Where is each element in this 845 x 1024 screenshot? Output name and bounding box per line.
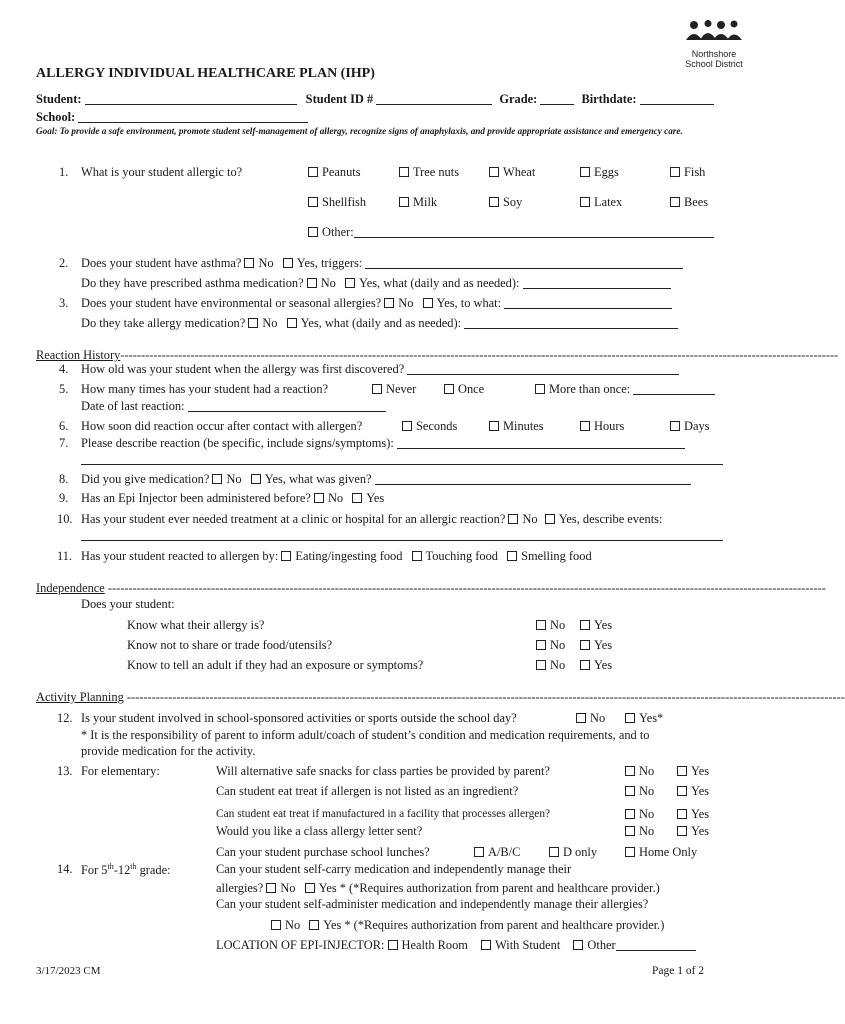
q13-number: 13. [57, 764, 73, 778]
q13-item-0-yes[interactable] [677, 764, 709, 779]
goal-text: Goal: To provide a safe environment, promote student self-management of allergy, recognize signs of anaphylaxis, and provide appropriate assistance and emergency care. [36, 126, 683, 136]
q11-opt-label: Touching food [425, 549, 498, 563]
q14-carry-line-2: allergies? [216, 881, 264, 895]
q14-carry-yes-checkbox[interactable] [305, 881, 660, 895]
q5-once-checkbox[interactable] [444, 382, 484, 397]
checkbox-other[interactable] [308, 225, 714, 240]
q6-opt-label: Minutes [503, 419, 544, 433]
q14-label-pre: For 5 [81, 863, 108, 878]
q14-sup-1: th [107, 862, 114, 871]
q2-sub-no-checkbox[interactable] [307, 276, 336, 290]
yes-label: Yes [594, 638, 613, 652]
student-row [36, 92, 714, 107]
lunch-opt-label: Home Only [639, 845, 698, 859]
q14-sup-2: th [130, 862, 137, 871]
student-id-field[interactable] [376, 93, 492, 105]
checkbox-milk[interactable] [399, 195, 437, 210]
checkbox-soy[interactable] [489, 195, 522, 210]
q1-opt-label: Bees [684, 195, 709, 209]
q5-more-field[interactable] [633, 383, 715, 395]
q8-no-checkbox[interactable] [212, 472, 241, 486]
q9-number: 9. [59, 491, 69, 505]
q1-other-label: Other: [322, 225, 354, 239]
q1-text: What is your student allergic to? [81, 165, 243, 179]
q8-no-label: No [226, 472, 242, 486]
q2-sub-no-label: No [320, 276, 336, 290]
q11-row [81, 549, 592, 564]
q11-text: Has your student reacted to allergen by: [81, 549, 279, 563]
q14-admin-no-label: No [285, 918, 301, 932]
q13-lunch-text: Can your student purchase school lunches? [216, 845, 430, 859]
form-title: ALLERGY INDIVIDUAL HEALTHCARE PLAN (IHP) [36, 66, 375, 81]
dash-rule: ------------------------------------------------------------------------------------------------------------------------------------------------------------------------------ [120, 348, 839, 362]
dash-rule: ------------------------------------------------------------------------------------------------------------------------------------------------------------------------------ [107, 581, 826, 595]
q3-sub-no-checkbox[interactable] [248, 316, 277, 330]
q2-yes-checkbox[interactable] [283, 256, 363, 270]
footer-date: 3/17/2023 CM [36, 965, 101, 977]
q1-opt-label: Shellfish [322, 195, 367, 209]
q14-carry-text: Can your student self-carry medication and independently manage their [216, 862, 572, 876]
q9-row [81, 491, 384, 506]
q13-item-2-yes[interactable] [677, 807, 709, 822]
no-label: No [639, 784, 655, 798]
q3-no-checkbox[interactable] [384, 296, 413, 310]
q2-yes-label: Yes, triggers: [296, 256, 363, 270]
q6-hours-checkbox[interactable] [580, 419, 624, 434]
q1-opt-label: Fish [684, 165, 706, 179]
q3-yes-label: Yes, to what: [436, 296, 502, 310]
q1-opt-label: Tree nuts [413, 165, 460, 179]
q10-no-label: No [522, 512, 538, 526]
logo-line-1: Northshore [691, 49, 737, 59]
q14-admin-text: Can your student self-administer medication and independently manage their allergies? [216, 897, 649, 911]
school-label: School: [36, 110, 76, 124]
district-logo-icon [684, 20, 744, 44]
q11-smelling-checkbox[interactable] [507, 549, 592, 563]
independence-item-1-yes[interactable] [580, 638, 612, 653]
q11-eating-checkbox[interactable] [281, 549, 402, 563]
checkbox-tree-nuts[interactable] [399, 165, 459, 180]
q12-number: 12. [57, 711, 73, 725]
q14-admin-yes-checkbox[interactable] [309, 918, 664, 932]
q2-text: Does your student have asthma? [81, 256, 242, 270]
q12-no-checkbox[interactable] [576, 711, 605, 726]
q9-yes-label: Yes [366, 491, 385, 505]
q7-field[interactable] [397, 437, 685, 449]
q2-triggers-field[interactable] [365, 257, 683, 269]
independence-item-text: Know not to share or trade food/utensils? [127, 638, 333, 652]
checkbox-eggs[interactable] [580, 165, 619, 180]
q3-sub-no-label: No [262, 316, 278, 330]
q14-label [81, 862, 171, 878]
checkbox-peanuts[interactable] [308, 165, 361, 180]
q7-field-line-2[interactable] [81, 464, 723, 465]
q2-number: 2. [59, 256, 69, 270]
q7-number: 7. [59, 436, 69, 450]
q3-sub-yes-checkbox[interactable] [287, 316, 461, 330]
q3-sub-row [81, 316, 678, 331]
q2-medication-field[interactable] [523, 277, 671, 289]
q6-days-checkbox[interactable] [670, 419, 709, 434]
lunch-opt-label: D only [563, 845, 598, 859]
q6-minutes-checkbox[interactable] [489, 419, 544, 434]
q13-label: For elementary: [81, 764, 160, 778]
q12-text: Is your student involved in school-sponsored activities or sports outside the school day? [81, 711, 517, 725]
q13-item-3-no[interactable] [625, 824, 654, 839]
q10-yes-checkbox[interactable] [545, 512, 663, 526]
q10-text: Has your student ever needed treatment at a clinic or hospital for an allergic reaction? [81, 512, 506, 526]
q5-date-row [81, 399, 386, 414]
q8-yes-label: Yes, what was given? [264, 472, 372, 486]
no-label: No [550, 658, 566, 672]
q6-text: How soon did reaction occur after contact with allergen? [81, 419, 363, 433]
q13-item-text: Can student eat treat if manufactured in a facility that processes allergen? [216, 808, 551, 820]
q1-opt-label: Soy [503, 195, 523, 209]
birthdate-field[interactable] [640, 93, 714, 105]
yes-label: Yes [594, 618, 613, 632]
q3-sub-yes-label: Yes, what (daily and as needed): [300, 316, 462, 330]
checkbox-fish[interactable] [670, 165, 705, 180]
logo-line-2: School District [685, 59, 743, 69]
yes-label: Yes [691, 784, 710, 798]
independence-item-0-yes[interactable] [580, 618, 612, 633]
independence-intro: Does your student: [81, 597, 175, 611]
q8-number: 8. [59, 472, 69, 486]
q5-opt-label: Never [386, 382, 417, 396]
q13-item-0-no[interactable] [625, 764, 654, 779]
q1-opt-label: Eggs [594, 165, 619, 179]
q13-lunch-home-only[interactable] [625, 845, 697, 860]
q13-item-text: Will alternative safe snacks for class parties be provided by parent? [216, 764, 550, 778]
checkbox-wheat[interactable] [489, 165, 535, 180]
yes-label: Yes [691, 764, 710, 778]
q9-no-checkbox[interactable] [314, 491, 343, 505]
q3-text: Does your student have environmental or seasonal allergies? [81, 296, 382, 310]
q5-opt-label: Once [458, 382, 485, 396]
q8-yes-checkbox[interactable] [251, 472, 372, 486]
reaction-history-header [36, 348, 839, 363]
location-with-student-checkbox[interactable] [481, 938, 560, 952]
q1-opt-label: Wheat [503, 165, 536, 179]
q6-number: 6. [59, 419, 69, 433]
q7-text: Please describe reaction (be specific, include signs/symptoms): [81, 436, 394, 450]
checkbox-bees[interactable] [670, 195, 708, 210]
location-other-checkbox[interactable] [573, 938, 695, 952]
q14-admin-row [271, 918, 664, 933]
q14-label-post: grade: [136, 863, 171, 878]
q12-note-1: * It is the responsibility of parent to inform adult/coach of student’s condition and medication requirements, and to [81, 728, 650, 742]
independence-item-1-no[interactable] [536, 638, 565, 653]
q5-never-checkbox[interactable] [372, 382, 416, 397]
q4-number: 4. [59, 362, 69, 376]
q14-location-row [216, 938, 696, 953]
q5-opt-label: More than once: [549, 382, 631, 396]
independence-heading: Independence [36, 581, 105, 595]
q10-no-checkbox[interactable] [508, 512, 537, 526]
q12-yes-label: Yes* [639, 711, 664, 725]
no-label: No [639, 807, 655, 821]
q2-sub-text: Do they have prescribed asthma medication? [81, 276, 304, 290]
student-label: Student: [36, 92, 82, 106]
q14-carry-no-checkbox[interactable] [266, 881, 295, 895]
q6-opt-label: Hours [594, 419, 625, 433]
q8-text: Did you give medication? [81, 472, 210, 486]
independence-item-0-no[interactable] [536, 618, 565, 633]
q14-admin-no-checkbox[interactable] [271, 918, 300, 932]
q14-carry-row [216, 881, 660, 896]
location-opt-label: Health Room [401, 938, 468, 952]
q3-sub-text: Do they take allergy medication? [81, 316, 246, 330]
q2-no-label: No [258, 256, 274, 270]
location-opt-label: With Student [495, 938, 561, 952]
independence-item-2-yes[interactable] [580, 658, 612, 673]
q14-number: 14. [57, 862, 73, 876]
checkbox-latex[interactable] [580, 195, 622, 210]
no-label: No [550, 638, 566, 652]
q3-row [81, 296, 672, 311]
q6-opt-label: Seconds [416, 419, 458, 433]
q10-row [81, 512, 662, 527]
district-logo [684, 20, 744, 70]
q14-label-mid: -12 [113, 863, 131, 878]
q4-row [81, 362, 679, 377]
q10-number: 10. [57, 512, 73, 526]
q5-number: 5. [59, 382, 69, 396]
yes-label: Yes [594, 658, 613, 672]
q2-sub-yes-checkbox[interactable] [345, 276, 519, 290]
q10-field-line[interactable] [81, 540, 723, 541]
q11-touching-checkbox[interactable] [412, 549, 498, 563]
q1-opt-label: Peanuts [322, 165, 361, 179]
q5-text: How many times has your student had a reaction? [81, 382, 329, 396]
q11-opt-label: Eating/ingesting food [295, 549, 403, 563]
activity-planning-heading: Activity Planning [36, 690, 124, 704]
dash-rule: ------------------------------------------------------------------------------------------------------------------------------------------------------------------------------ [126, 690, 845, 704]
q1-opt-label: Milk [413, 195, 438, 209]
location-opt-label: Other [587, 938, 616, 952]
q13-item-text: Would you like a class allergy letter sent? [216, 824, 423, 838]
location-other-field[interactable] [616, 939, 696, 951]
no-label: No [639, 764, 655, 778]
q8-row [81, 472, 691, 487]
q11-opt-label: Smelling food [521, 549, 592, 563]
school-row [36, 110, 308, 125]
q12-no-label: No [590, 711, 606, 725]
q6-opt-label: Days [684, 419, 710, 433]
q2-sub-yes-label: Yes, what (daily and as needed): [358, 276, 520, 290]
q9-yes-checkbox[interactable] [352, 491, 384, 505]
q5-date-field[interactable] [188, 400, 386, 412]
q11-number: 11. [57, 549, 73, 563]
no-label: No [550, 618, 566, 632]
q14-location-label: LOCATION OF EPI-INJECTOR: [216, 938, 385, 952]
q2-row [81, 256, 683, 271]
q6-seconds-checkbox[interactable] [402, 419, 457, 434]
q1-number: 1. [59, 165, 69, 179]
independence-item-text: Know to tell an adult if they had an exposure or symptoms? [127, 658, 424, 672]
q4-field[interactable] [407, 363, 679, 375]
lunch-opt-label: A/B/C [488, 845, 521, 859]
q3-yes-checkbox[interactable] [423, 296, 502, 310]
q13-lunch-d-only[interactable] [549, 845, 597, 860]
independence-item-text: Know what their allergy is? [127, 618, 265, 632]
q7-row [81, 436, 685, 451]
q3-medication-field[interactable] [464, 317, 678, 329]
q5-date-label: Date of last reaction: [81, 399, 185, 413]
q13-item-text: Can student eat treat if allergen is not listed as an ingredient? [216, 784, 519, 798]
q2-no-checkbox[interactable] [244, 256, 273, 270]
no-label: No [639, 824, 655, 838]
yes-label: Yes [691, 807, 710, 821]
independence-header [36, 581, 826, 596]
school-field[interactable] [78, 111, 308, 123]
student-id-label: Student ID # [305, 92, 374, 106]
q2-sub-row [81, 276, 671, 291]
birthdate-label: Birthdate: [581, 92, 637, 106]
q4-text: How old was your student when the allergy was first discovered? [81, 362, 405, 376]
independence-item-2-no[interactable] [536, 658, 565, 673]
location-health-room-checkbox[interactable] [388, 938, 468, 952]
yes-label: Yes [691, 824, 710, 838]
reaction-history-heading: Reaction History [36, 348, 121, 362]
footer-page: Page 1 of 2 [652, 965, 705, 977]
q8-field[interactable] [375, 473, 691, 485]
q14-carry-no-label: No [280, 881, 296, 895]
checkbox-shellfish[interactable] [308, 195, 366, 210]
q3-no-label: No [398, 296, 414, 310]
q5-more-checkbox[interactable] [535, 382, 715, 397]
q13-item-1-yes[interactable] [677, 784, 709, 799]
activity-planning-header [36, 690, 845, 705]
grade-field[interactable] [540, 93, 574, 105]
q10-yes-label: Yes, describe events: [558, 512, 663, 526]
q13-item-3-yes[interactable] [677, 824, 709, 839]
grade-label: Grade: [499, 92, 538, 106]
q13-item-1-no[interactable] [625, 784, 654, 799]
q13-lunch-abc[interactable] [474, 845, 520, 860]
q12-note-2: provide medication for the activity. [81, 744, 256, 758]
q1-opt-label: Latex [594, 195, 623, 209]
q12-yes-checkbox[interactable] [625, 711, 663, 726]
student-field[interactable] [85, 93, 297, 105]
q9-no-label: No [327, 491, 344, 505]
q13-item-2-no[interactable] [625, 807, 654, 822]
q3-what-field[interactable] [504, 297, 672, 309]
q14-admin-yes-label: Yes * (*Requires authorization from parent and healthcare provider.) [323, 918, 665, 932]
q14-carry-yes-label: Yes * (*Requires authorization from parent and healthcare provider.) [318, 881, 660, 895]
q1-other-field[interactable] [354, 226, 714, 238]
q3-number: 3. [59, 296, 69, 310]
q9-text: Has an Epi Injector been administered before? [81, 491, 311, 505]
